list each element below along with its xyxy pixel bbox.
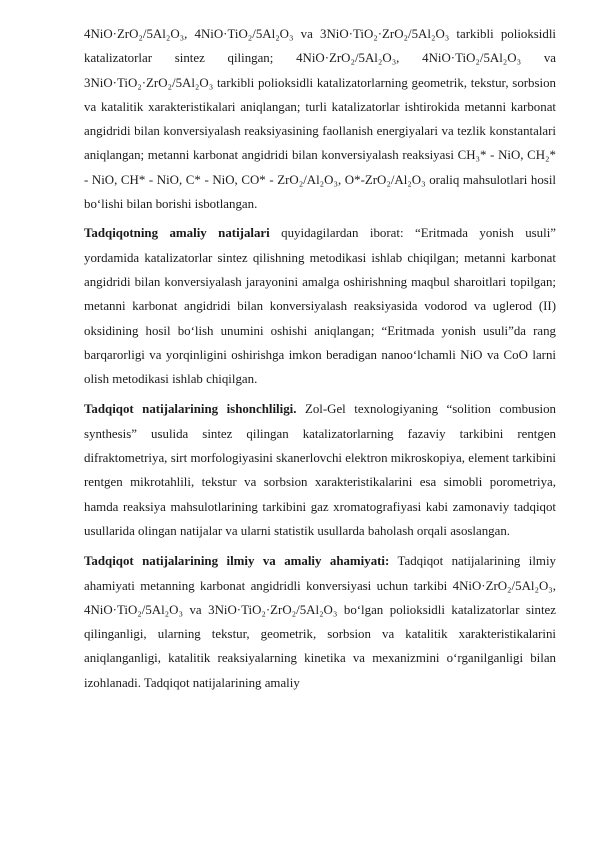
paragraph-body: Zol-Gel texnologiyaning “solition combusion synthesis” usulida sintez qilingan katalizatorlarning fazaviy tarkibini rentgen difraktometriya, sirt morfologiyasini skanerlovchi elektron mikroskopiya, element tarkibini rentgen mikrotahlili, tekstur va sorbsion xarakteristikalarini esa simobli porometriya, hamda reaksiya mahsulotlarining tarkibini gaz xromatografiyasi kabi zamonaviy tadqiqot usullarida olingan natijalar va ularni statistik usullarda baholash orqali asoslangan.	[84, 402, 556, 538]
paragraph-lead: Tadqiqot natijalarining ishonchliligi.	[84, 402, 297, 417]
document-page	[84, 22, 556, 701]
paragraph-significance	[84, 549, 556, 695]
paragraph-lead: Tadqiqot natijalarining ilmiy va amaliy ahamiyati:	[84, 554, 390, 569]
paragraph-body: Tadqiqot natijalarining ilmiy ahamiyati metanning karbonat angidridli konversiyasi uchun tarkibi 4NiO·ZrO₂/5Al₂O₃, 4NiO·TiO₂/5Al₂O₃ va 3NiO·TiO₂·ZrO₂/5Al₂O₃ bo‘lgan polioksidli katalizatorlar sintez qilinganligi, ularning tekstur, geometrik, sorbsion va katalitik xarakteristikalarini aniqlanganligi, katalitik reaksiyalarning kinetika va mexanizmini o‘rganilganligi bilan izohlanadi. Tadqiqot natijalarining amaliy	[84, 554, 556, 690]
paragraph-body: 4NiO·ZrO₂/5Al₂O₃, 4NiO·TiO₂/5Al₂O₃ va 3NiO·TiO₂·ZrO₂/5Al₂O₃ tarkibli polioksidli katalizatorlar sintez qilingan; 4NiO·ZrO₂/5Al₂O₃, 4NiO·TiO₂/5Al₂O₃ va 3NiO·TiO₂·ZrO₂/5Al₂O₃ tarkibli polioksidli katalizatorlarning geometrik, tekstur, sorbsion va katalitik xarakteristikalari aniqlangan; turli katalizatorlar ishtirokida metanni karbonat angidridi bilan konversiyalash reaksiyasining faollanish energiyalari va tezlik konstantalari aniqlangan; metanni karbonat angidridi bilan konversiyalash reaksiyasi CH₃* - NiO, CH₂* - NiO, CH* - NiO, C* - NiO, CO* - ZrO₂/Al₂O₃, O*-ZrO₂/Al₂O₃ oraliq mahsulotlari hosil bo‘lishi bilan borishi isbotlangan.	[84, 27, 556, 212]
paragraph-reliability	[84, 397, 556, 543]
paragraph-practical-results	[84, 221, 556, 391]
paragraph-body: quyidagilardan iborat: “Eritmada yonish usuli” yordamida katalizatorlar sintez qilishning metodikasi ishlab chiqilgan; metanni karbonat angidridi bilan konversiyalash jarayonini amalga oshirishning maqbul sharoitlari topilgan; metanni karbonat angidridi bilan konversiyalash reaksiyasida vodorod va uglerod (II) oksidining hosil bo‘lish unumini oshishi aniqlangan; “Eritmada yonish usuli”da rang barqarorligi va yorqinligini oshirishga imkon beradigan nanoo‘lchamli NiO va CoO larni olish metodikasi ishlab chiqilgan.	[84, 226, 556, 387]
paragraph-lead: Tadqiqotning amaliy natijalari	[84, 226, 270, 241]
paragraph-synthesis-results	[84, 22, 556, 216]
